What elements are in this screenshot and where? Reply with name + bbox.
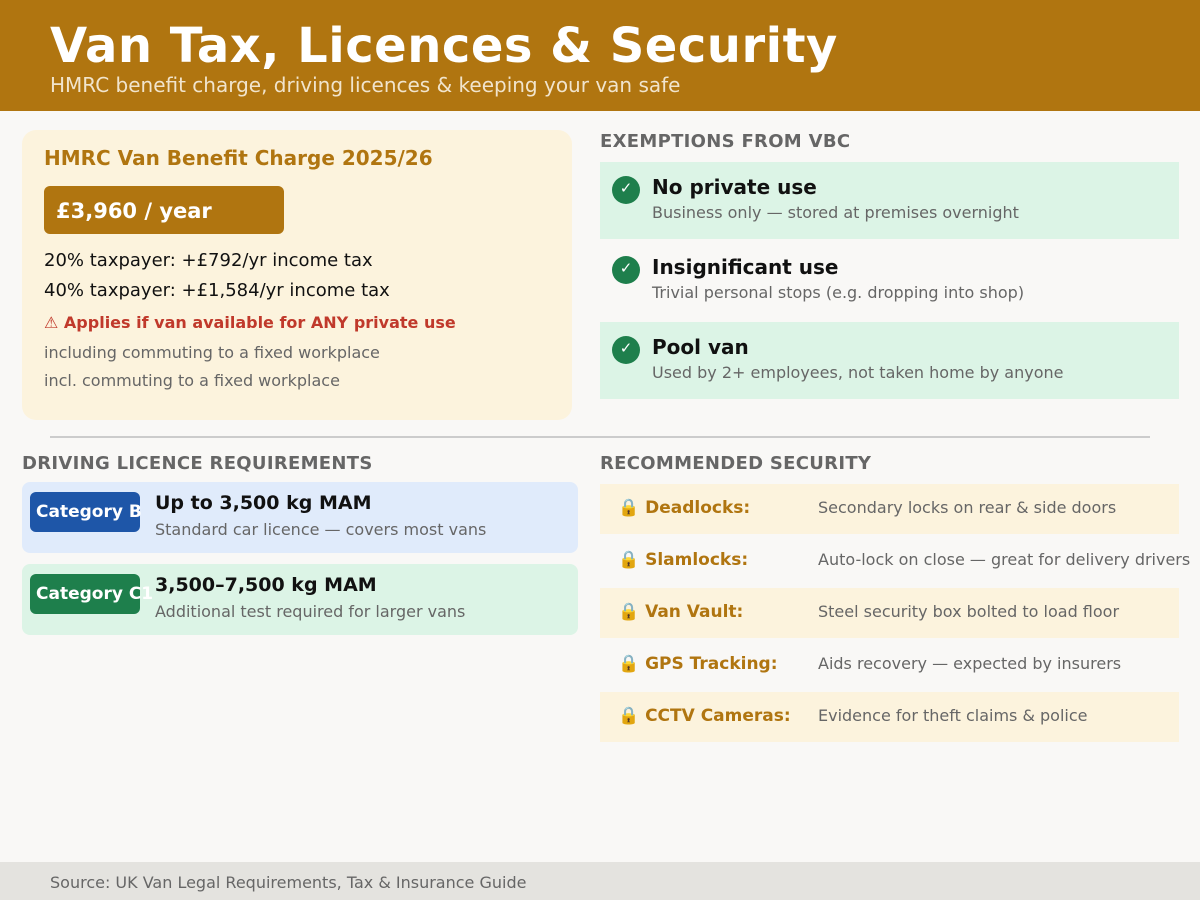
page-title: Van Tax, Licences & Security (50, 18, 838, 74)
exemption-desc: Trivial personal stops (e.g. dropping into shop) (652, 283, 1025, 302)
licence-badge (30, 574, 154, 614)
security-label: 🔒 Deadlocks: (618, 498, 751, 518)
vbc-amount: £3,960 / year (56, 199, 212, 223)
security-label: 🔒 Slamlocks: (618, 550, 749, 570)
exemption-title: No private use (652, 175, 817, 199)
section-divider (50, 436, 1150, 438)
exemption-desc: Business only — stored at premises overnight (652, 203, 1019, 222)
check-icon: ✓ (612, 176, 640, 204)
exemption-item (600, 322, 1179, 399)
check-icon: ✓ (612, 336, 640, 364)
vbc-basic-rate-line: 20% taxpayer: +£792/yr income tax (44, 250, 373, 271)
vbc-note: incl. commuting to a fixed workplace (44, 371, 340, 390)
licence-desc: Additional test required for larger vans (155, 602, 466, 621)
licence-desc: Standard car licence — covers most vans (155, 520, 487, 539)
security-row (600, 536, 1200, 586)
security-label: 🔒 CCTV Cameras: (618, 706, 791, 726)
vbc-higher-rate-line: 40% taxpayer: +£1,584/yr income tax (44, 280, 390, 301)
licence-item-category-c1 (22, 564, 578, 635)
security-heading: RECOMMENDED SECURITY (600, 453, 872, 474)
security-label: 🔒 Van Vault: (618, 602, 744, 622)
exemption-title: Pool van (652, 335, 749, 359)
licence-item-category-b (22, 482, 578, 553)
page-footer (0, 862, 1200, 900)
exemptions-heading: EXEMPTIONS FROM VBC (600, 131, 851, 152)
van-benefit-charge-card (22, 130, 572, 420)
page-subtitle: HMRC benefit charge, driving licences & keeping your van safe (50, 73, 681, 97)
security-desc: Evidence for theft claims & police (818, 706, 1088, 725)
licence-badge (30, 492, 140, 532)
security-desc: Aids recovery — expected by insurers (818, 654, 1122, 673)
exemption-item (600, 162, 1179, 239)
page-header (0, 0, 1200, 111)
security-row (600, 640, 1200, 690)
licence-heading: DRIVING LICENCE REQUIREMENTS (22, 453, 373, 474)
vbc-warning: ⚠ Applies if van available for ANY private use (44, 313, 456, 332)
exemption-item (600, 242, 1179, 319)
exemption-desc: Used by 2+ employees, not taken home by anyone (652, 363, 1064, 382)
vbc-title: HMRC Van Benefit Charge 2025/26 (44, 146, 433, 170)
security-row (600, 692, 1179, 742)
source-note: Source: UK Van Legal Requirements, Tax & Insurance Guide (50, 873, 527, 892)
vbc-note: including commuting to a fixed workplace (44, 343, 380, 362)
vbc-amount-badge (44, 186, 284, 234)
check-icon: ✓ (612, 256, 640, 284)
security-desc: Secondary locks on rear & side doors (818, 498, 1117, 517)
security-row (600, 588, 1179, 638)
security-desc: Auto-lock on close — great for delivery drivers (818, 550, 1191, 569)
security-desc: Steel security box bolted to load floor (818, 602, 1120, 621)
security-label: 🔒 GPS Tracking: (618, 654, 778, 674)
licence-badge-label: Category C1 (36, 584, 154, 604)
licence-title: Up to 3,500 kg MAM (155, 492, 372, 514)
licence-badge-label: Category B (36, 502, 142, 522)
exemption-title: Insignificant use (652, 255, 839, 279)
licence-title: 3,500–7,500 kg MAM (155, 574, 377, 596)
security-row (600, 484, 1179, 534)
